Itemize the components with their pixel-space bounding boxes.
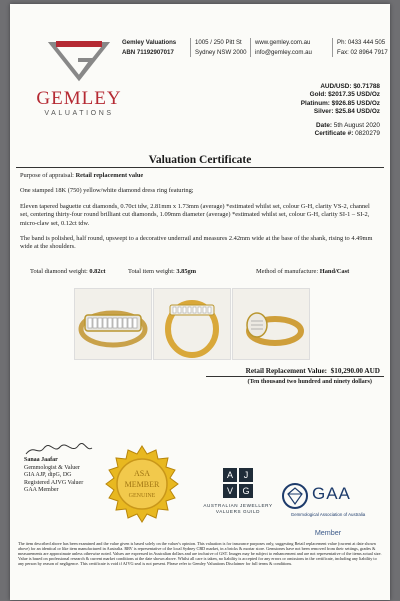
band-text: The band is polished, half round, upswept to a decorative underrail and measures 2.42mm wide at the base of the shank, rising to 4.49mm wide at the shoulders. (20, 235, 373, 251)
ajvg-logo (188, 468, 288, 515)
title-divider (16, 167, 384, 168)
ajvg-letter-v: V (223, 484, 237, 498)
ring-side-icon (233, 289, 309, 359)
disclaimer-footer: The item described above has been examined and the value given is based solely on the valuer's opinion. This valuation is for insurance purposes only, suggesting Retail replacement value (current at date shown above) for an identical or like item manufactured in Australia. RRV is representative of the local Sydney CBD market, in a bricks & mortar store. Gemstones have not been removed from their settings, grades & measurements are approximate unless otherwise noted. Values are expressed in Australian dollars and are inclusive of GST. Images may be subject to enhancement and are not representative of the items actual size. Value is based on professional research & current market conditions at the date shown above. Whilst all care is taken, no liability is accepted for any errors or omissions in the certificate, including any liability to any person by reason of negligence. This certificate is void if AJVG seal is not present. Please refer to Gemley Valuations Disclaimer for full terms & conditions. (18, 541, 382, 567)
method-label: Method of manufacture: (256, 268, 319, 275)
value-label: Retail Replacement Value: (245, 367, 328, 375)
ajvg-caption-2: VALUERS GUILD (215, 509, 261, 514)
certificate-meta (315, 122, 380, 139)
item-line: One stamped 18K (750) yellow/white diamond dress ring featuring; (20, 187, 194, 195)
ring-photo-front (74, 288, 152, 360)
gemley-logo (34, 38, 124, 117)
gold-seal (102, 444, 182, 529)
method-value: Hand/Cast (319, 268, 350, 275)
value-in-words: (Ten thousand two hundred and ninety dollars) (247, 378, 372, 385)
item-weight-value: 3.85gm (176, 268, 197, 275)
contact-company (122, 38, 176, 57)
company-name: Gemley Valuations (122, 39, 177, 46)
rate-aud-usd: AUD/USD: $0.71788 (320, 83, 380, 90)
gem-logo-icon (48, 38, 110, 84)
ajvg-caption (188, 503, 288, 515)
address-line-1: 1005 / 250 Pitt St (195, 39, 242, 46)
value-amount: $10,290.00 AUD (330, 367, 380, 375)
ring-top-icon (154, 289, 230, 359)
rate-silver: Silver: $25.84 USD/Oz (313, 107, 380, 115)
email-link: info@gemley.com.au (255, 48, 312, 56)
ajvg-caption-1: AUSTRALIAN JEWELLERY (203, 503, 273, 508)
purpose-label: Purpose of appraisal: (20, 172, 74, 179)
company-abn: ABN 71192907017 (122, 48, 174, 56)
purpose-line (20, 172, 380, 180)
signatory-quals: GIA AJP, dipG, DG (24, 472, 72, 479)
seal-text-1: ASA (133, 469, 151, 478)
ring-photos (74, 288, 338, 358)
ring-front-icon (75, 289, 151, 359)
rate-platinum: Platinum: $926.85 USD/Oz (300, 99, 380, 107)
ajvg-letter-g: G (239, 484, 253, 498)
retail-replacement-value (246, 367, 380, 375)
metal-rates (301, 83, 380, 116)
contact-web (250, 38, 312, 57)
fax-number: Fax: 02 8964 7917 (337, 48, 388, 56)
seal-text-3: GENUINE (128, 493, 156, 499)
brand-name: GEMLEY (36, 88, 122, 109)
description-text: Eleven tapered baguette cut diamonds, 0.70ct tdw, 2.81mm x 1.73mm (average) *estimated whilst set, colour G-H, clarity VS-2, channel set, centering thirty-four round brilliant cut diamonds, 1.09mm diameter (average) *estimated whilst set, colour G-H, clarity SI-1 – SI-2, micro-claw set, 0.12ct tdw. (20, 202, 370, 227)
signatory-name: Sanaa Jaafar (24, 457, 58, 463)
gaa-globe-icon (280, 482, 310, 510)
gaa-fullname: Gemmological Association of Australia (290, 512, 366, 517)
description-section (20, 172, 380, 259)
contact-address (190, 38, 247, 57)
gaa-member: Member (314, 528, 342, 537)
ajvg-letter-j: J (239, 468, 253, 482)
date-value: 5th August 2020 (333, 122, 380, 129)
gold-seal-icon (102, 444, 182, 524)
gaa-abbr: GAA (312, 484, 351, 503)
stat-method (256, 268, 349, 275)
cert-label: Certificate #: (314, 130, 354, 138)
diamond-weight-value: 0.82ct (89, 268, 106, 275)
date-label: Date: (316, 122, 333, 129)
document-title: Valuation Certificate (148, 154, 252, 166)
contact-phone (332, 38, 388, 57)
stat-diamond-weight (30, 268, 106, 275)
certificate-page (10, 4, 390, 600)
item-weight-label: Total item weight: (128, 268, 175, 275)
address-line-2: Sydney NSW 2000 (195, 48, 247, 56)
cert-value: 0820279 (355, 130, 380, 138)
signatory-title: Gemmologist & Valuer (24, 464, 80, 471)
signature-icon (24, 442, 94, 458)
signatory-registration: Registered AJVG Valuer (24, 479, 84, 486)
ajvg-letter-a: A (223, 468, 237, 482)
ring-photo-top (153, 288, 231, 360)
ring-photo-side (232, 288, 310, 360)
seal-text-2: MEMBER (124, 480, 160, 489)
rate-gold: Gold: $2017.35 USD/Oz (309, 91, 380, 99)
ajvg-letter-grid (188, 468, 288, 498)
signatory-block (24, 457, 83, 495)
signatory-membership: GAA Member (24, 487, 59, 494)
brand-subtitle: VALUATIONS (44, 110, 114, 117)
purpose-value: Retail replacement value (75, 172, 144, 179)
stat-item-weight (128, 268, 196, 275)
value-divider (206, 376, 384, 377)
diamond-weight-label: Total diamond weight: (30, 268, 88, 275)
phone-number: Ph: 0433 444 505 (337, 39, 386, 46)
website-link: www.gemley.com.au (255, 39, 311, 46)
